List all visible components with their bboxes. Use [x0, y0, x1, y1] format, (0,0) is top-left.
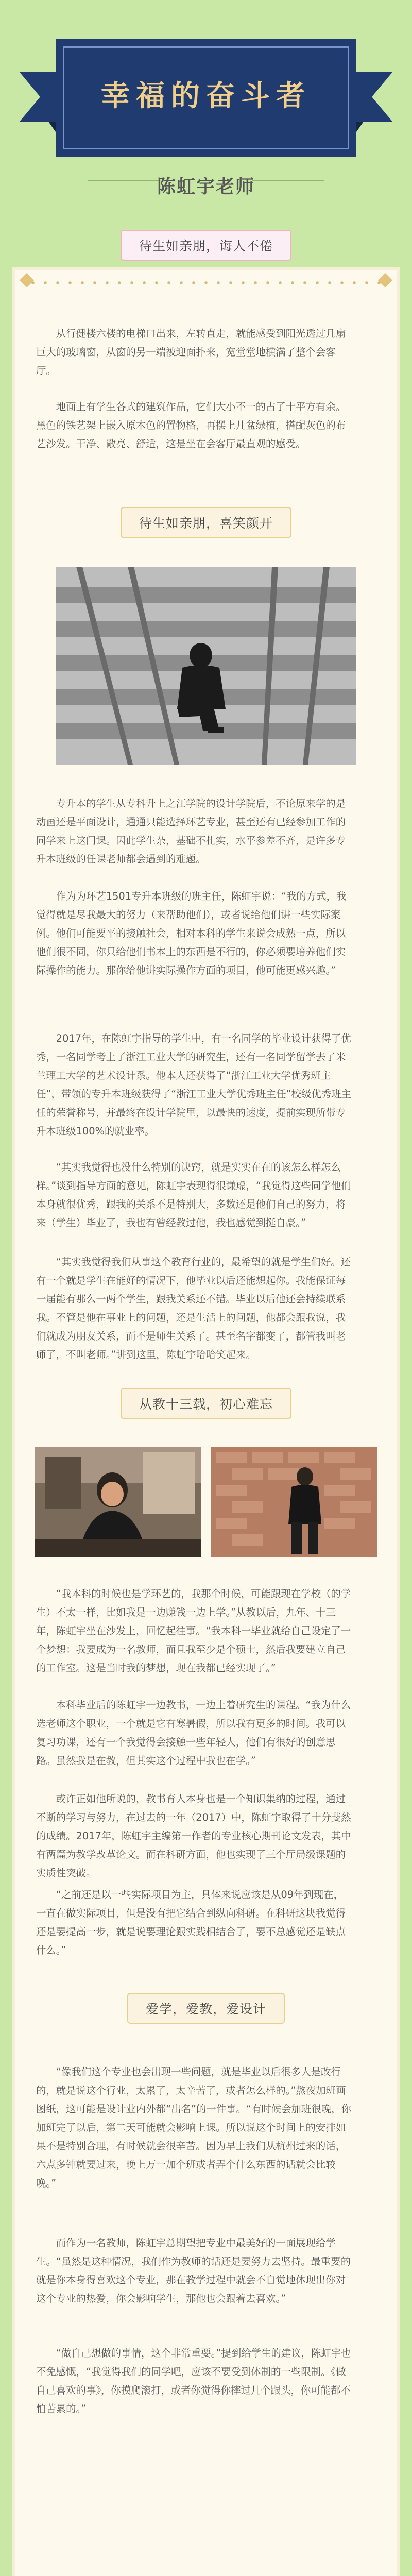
section-heading-3 — [0, 1388, 412, 1419]
paragraph-career-3: 或许正如他所说的，教书育人本身也是一个知识集纳的过程，通过不断的学习与努力，在过去的一年（2017）中，陈虹宇取得了十分斐然的成绩。2017年，陈虹宇主编第一作者的专业核心期刊论文发表，其中有两篇为教学改革论文。而在科研方面，他也实现了三个厅局级课题的实质性突破。 — [36, 1793, 351, 1879]
paragraph-students-3: 2017年，在陈虹宇指导的学生中，有一名同学的毕业设计获得了优秀，一名同学考上了浙江工业大学的研究生，还有一名同学留学去了米兰理工大学的艺术设计系。他本人还获得了“浙江工业大学优秀班主任”，带领的专升本班级获得了“浙江工业大学优秀班主任”校级优秀班主任的荣誉称号，并最终在设计学院里，以最快的速度，提前实现所带专升本班级100%的就业率。 — [36, 1032, 351, 1137]
section-heading-4-label: 爱学，爱教，爱设计 — [127, 1993, 285, 2024]
photo-portrait-steps — [56, 567, 356, 765]
paragraph-design-1: “像我们这个专业也会出现一些问题，就是毕业以后很多人是改行的，就是说这个行业，太累了，太辛苦了，或者怎么样的。”熬夜加班画图纸，这可能是设计业内外都“出名”的一件事。“有时候会加班很晚，你加班完了以后，第二天可能就会影响上课。所以说这个时间上的安排如果不是特别合理，有时候就会很辛苦。因为早上我们从杭州过来的话，六点多钟就要过来，晚上万一加个班或者弄个什么东西的话就会比较晚。” — [36, 2066, 351, 2189]
paragraph-intro-1: 从行健楼六楼的电梯口出来，左转直走，就能感受到阳光透过几扇巨大的玻璃窗，从窗的另一端被迎面扑来，宽堂堂地横满了整个会客厅。 — [36, 328, 346, 377]
paragraph-career-4: “之前还是以一些实际项目为主，具体来说应该是从09年到现在，一直在做实际项目，但是没有把它结合到纵向科研。在科研这块我觉得还是要提高一步，就是说要理论跟实践相结合了，要不总感觉还是缺点什么。” — [36, 1889, 346, 1956]
photo-portrait-office — [35, 1447, 201, 1557]
paragraph-intro-2: 地面上有学生各式的建筑作品，它们大小不一的占了十平方有余。黑色的铁艺架上嵌入原木色的置物格，再摆上几盆绿植，搭配灰色的布艺沙发。干净、敞亮、舒适，这是坐在会客厅最直观的感受。 — [36, 401, 346, 450]
paragraph-career-1: “我本科的时候也是学环艺的，我那个时候，可能跟现在学校（的学生）不太一样，比如我是一边赚钱一边上学。”从教以后，九年、十三年，陈虹宇坐在沙发上，回忆起往事。“我本科一毕业就给自己设定了一个梦想：我要成为一名教师，而且我至少是个硕士，然后我要建立自己的工作室。这是当时我的梦想，现在我都已经实现了。” — [36, 1588, 351, 1674]
section-heading-2-label: 待生如亲朋，喜笑颜开 — [121, 507, 291, 538]
ribbon-left-decoration — [20, 72, 56, 122]
banner-panel — [56, 39, 356, 157]
author-name: 陈虹宇老师 — [157, 176, 255, 197]
ribbon-right-decoration — [356, 72, 392, 122]
photo-portrait-office-image — [35, 1447, 201, 1557]
paragraph-students-1: 专升本的学生从专科升上之江学院的设计学院后，不论原来学的是动画还是平面设计，通通只能选择环艺专业，甚至还有已经参加工作的同学来上这门课。因此学生杂，基础不扎实，水平参差不齐，是许多专升本班级的任课老师都会遇到的难题。 — [36, 798, 346, 865]
paragraph-design-3: “做自己想做的事情，这个非常重要。”提到给学生的建议，陈虹宇也不免感慨，“我觉得我们的同学吧，应该不要受到体制的一些限制。《做自己喜欢的事》，你摸爬滚打，或者你觉得你摔过几个跟头，你可能都不怕苦累的。” — [36, 2347, 351, 2415]
page-title: 幸福的奋斗者 — [101, 79, 311, 113]
photo-portrait-brick-wall — [211, 1447, 377, 1557]
section-heading-4 — [0, 1993, 412, 2024]
paragraph-students-2: 作为为环艺1501专升本班级的班主任，陈虹宇说：“我的方式，我觉得就是尽我最大的努力（来帮助他们），或者说给他们讲一些实际案例。他们可能要平的接触社会，相对本科的学生来说会成熟一点，所以他们很不同，你只给他们书本上的东西是不行的，你必须要培养他们实际操作的能力。那你给他讲实际操作方面的项目，他可能更感兴趣。” — [36, 890, 347, 976]
title-banner — [0, 39, 412, 163]
author-divider-right — [252, 180, 324, 184]
section-heading-1-label: 待生如亲朋，诲人不倦 — [121, 230, 291, 261]
ribbon-fold-left — [48, 122, 56, 132]
dotted-border-top — [25, 278, 387, 287]
paragraph-design-2: 而作为一名教师，陈虹宇总期望把专业中最美好的一面展现给学生。“虽然是这种情况，我们作为教师的话还是要努力去坚持。最重要的就是你本身得喜欢这个专业，那在教学过程中就会不自觉地体现出你对这个专业的热爱，你会影响学生，那他也会跟着去喜欢。” — [36, 2237, 351, 2304]
ribbon-fold-right — [356, 122, 364, 132]
photo-portrait-brick-wall-image — [211, 1447, 377, 1557]
section-heading-1 — [0, 230, 412, 261]
paragraph-students-4: “其实我觉得也没什么特别的诀窍，就是实实在在的该怎么样怎么样。”谈到指导方面的意见，陈虹宇表现得很谦虚，“我觉得这些同学他们本身就很优秀，跟我的关系不是特别大，多数还是他们自己的努力，将来（学生）毕业了，我也有曾经教过他，我也感觉到挺自豪。” — [36, 1161, 351, 1229]
paragraph-students-5: “其实我觉得我们从事这个教育行业的，最希望的就是学生们好。还有一个就是学生在能好的情况下，他毕业以后还能想起你。我能保证每一届能有那么一两个学生，跟我关系还不错。毕业以后他还会持续联系我。不管是他在事业上的问题，还是生活上的问题，他都会跟我说，我们就成为朋友关系，而不是师生关系了。甚至名字都变了，都管我叫老师了，不叫老师。”讲到这里，陈虹宇哈哈笑起来。 — [36, 1256, 351, 1361]
photo-portrait-steps-image — [56, 567, 356, 765]
section-heading-2 — [0, 507, 412, 538]
section-heading-3-label: 从教十三载，初心难忘 — [121, 1388, 291, 1419]
paragraph-career-2: 本科毕业后的陈虹宇一边教书，一边上着研究生的课程。“我为什么选老师这个职业，一个就是它有寒暑假，所以我有更多的时间。我可以复习功课，还有一个我觉得会接触一些年轻人，他们有很好的创意思路。虽然我是在教，但其实这个过程中我也在学。” — [36, 1699, 351, 1767]
